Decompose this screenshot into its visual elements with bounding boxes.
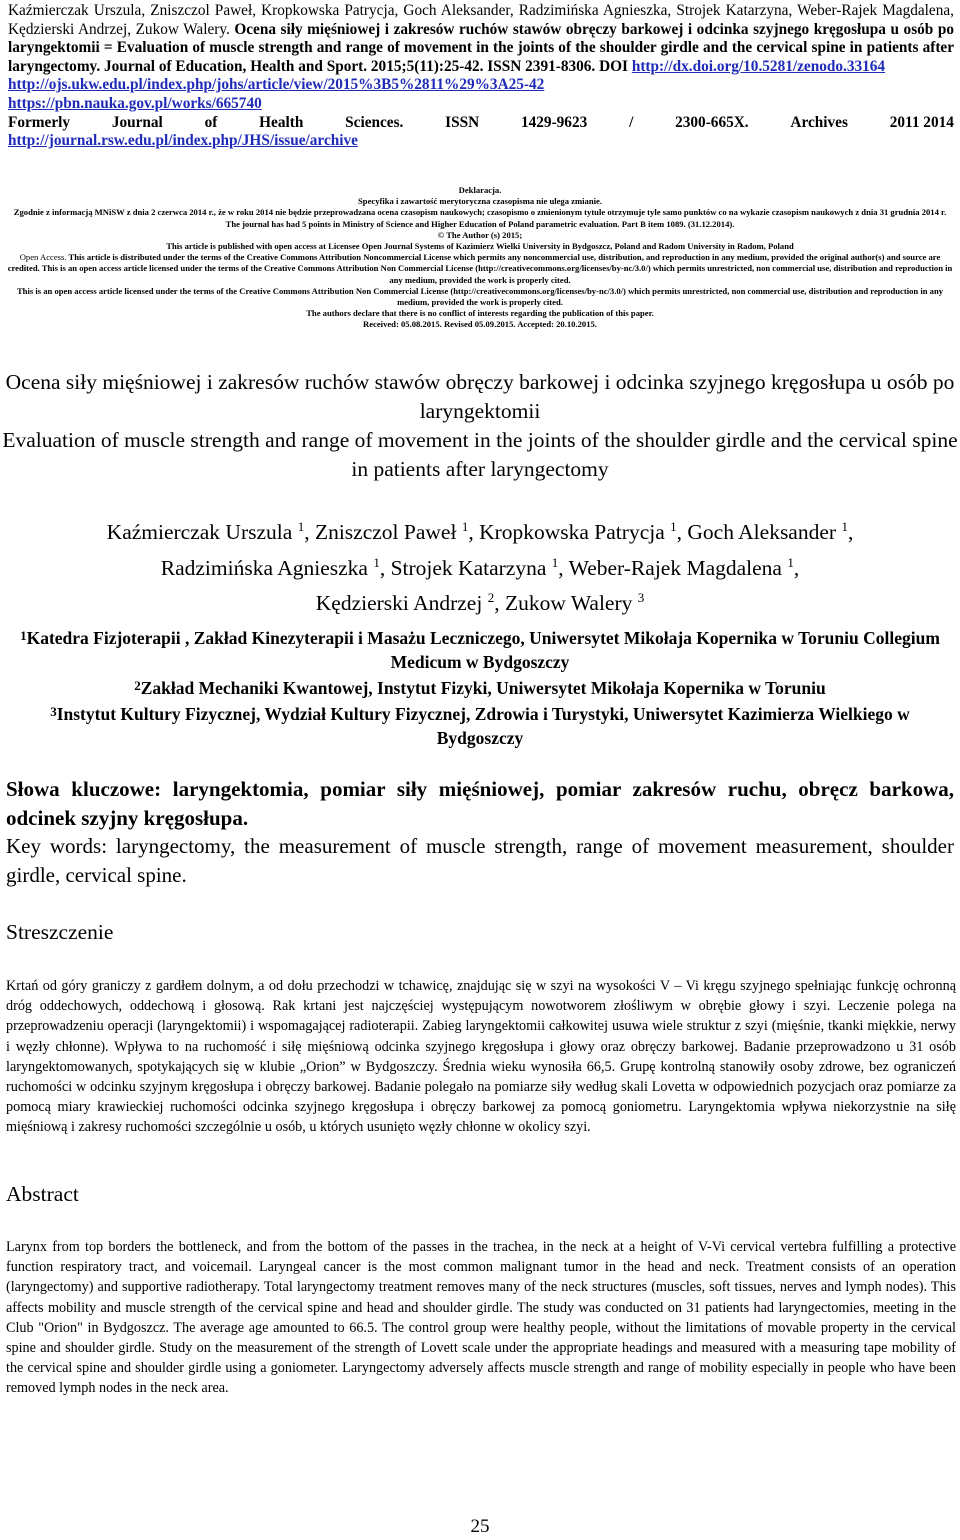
formerly-line [8,114,954,133]
pbn-link[interactable]: https://pbn.nauka.gov.pl/works/665740 [8,94,262,112]
declaration-heading: Deklaracja. [458,185,502,195]
title-polish: Ocena siły mięśniowej i zakresów ruchów stawów obręczy barkowej i odcinka szyjnego kręgosłupa u osób po laryngektomii [5,370,955,423]
citation-title-journal: Ocena siły mięśniowej i zakresów ruchów stawów obręczy barkowej i odcinka szyjnego kręgosłupa u osób po laryngektomii = Evaluation of muscle strength and range of movement in the joints of the shoulder girdle and the cervical spine in patients after laryngectomy. Journal of Education, Health and Sport. 2015;5(11):25-42. ISSN 2391-8306. DOI [8,20,954,75]
article-title [0,368,960,484]
declaration-line: The journal has had 5 points in Ministry of Science and Higher Education of Poland parametric evaluation. Part B item 1089. (31.12.2014). [225,218,735,229]
affiliation [8,700,952,750]
author-name: Radzimińska Agnieszka [160,555,368,580]
declaration-block [4,185,956,331]
formerly-word: 2011 2014 [889,113,954,131]
citation-block [8,2,954,151]
affiliation-number: 3 [50,704,57,719]
author-name: Zniszczol Paweł [314,520,457,545]
page-number: 25 [470,1516,490,1537]
declaration-line: Zgodnie z informacją MNiSW z dnia 2 czerwca 2014 r., że w roku 2014 nie będzie przeprowadzana ocena czasopism naukowych; czasopismo o zmienionym tytule otrzymuje tyle samo punktów co na wykazie czasopism naukowych z dnia 31 grudnia 2014 r. [13,207,947,218]
open-access-label: Open Access. [19,252,67,263]
author-affiliation-mark: 1 [551,554,559,570]
formerly-word: Archives [790,113,848,131]
abstract-text [6,1237,956,1399]
affiliation [8,624,952,674]
declaration-line: Specyfika i zawartość merytoryczna czasopisma nie ulega zmianie. [358,196,602,207]
formerly-word: of [204,113,218,131]
author-name: Weber-Rajek Magdalena [568,555,782,580]
abstract-heading: Abstract [6,1182,79,1206]
author-affiliation-mark: 1 [787,554,794,570]
affiliation-number: 1 [20,628,27,643]
keywords-polish: Słowa kluczowe: laryngektomia, pomiar siły mięśniowej, pomiar zakresów ruchu, obręcz barkowa, odcinek szyjny kręgosłupa. [6,777,954,830]
declaration-line: This is an open access article licensed under the terms of the Creative Commons Attribution Non Commercial License (http://creativecommons.org/licenses/by-nc/3.0/) which permits unrestricted, non commercial use, distribution and reproduction in any medium, provided the work is properly cited. [16,285,944,308]
abstract-paragraph: Larynx from top borders the bottleneck, and from the bottom of the passes in the trachea, in the neck at a height of V-Vi cervical vertebra fulfilling a protective function respiratory tract, and voicemail. Laryngeal cancer is the most common malignant tumor in the head and neck. Treatment consists of an operation (laryngectomy) and supportive radiotherapy. Total laryngectomy treatment removes many of the neck structures (muscles, soft tissues, nerves and lymph nodes). This affects mobility and muscle strength of the cervical spine and head and shoulder girdle. The study was conducted on 31 patients had laryngectomies, meeting in the Club "Orion" in Bydgoszcz. The average age amounted to 66.5. The control group were healthy people, without the limitations of movable property in the cervical spine and shoulder girdle. Study on the measurement of the strength of Lovett scale under the appropriate headings and measured with a measuring tape mobility of the cervical spine and shoulder girdle using a goniometer. Laryngectomy adversely affects muscle strength and range of mobility especially in people who have been removed lymph nodes in the neck area. [6,1239,956,1397]
archive-link[interactable]: http://journal.rsw.edu.pl/index.php/JHS/issue/archive [8,132,358,150]
formerly-word: Sciences. [345,113,404,131]
affiliations [8,624,952,750]
ojs-link[interactable]: http://ojs.ukw.edu.pl/index.php/johs/article/view/2015%3B5%2811%29%3A25-42 [8,76,545,94]
declaration-line: The authors declare that there is no conflict of interests regarding the publication of this paper. [306,308,654,319]
formerly-word: Health [259,113,304,131]
formerly-word: Formerly [8,113,71,131]
author-affiliation-mark: 1 [841,519,848,534]
author-affiliation-mark: 3 [637,590,645,606]
author-affiliation-mark: 1 [461,519,469,534]
doi-link[interactable]: http://dx.doi.org/10.5281/zenodo.33164 [631,57,886,75]
author-name: Strojek Katarzyna [390,555,547,580]
author-affiliation-mark: 1 [670,519,677,534]
formerly-word: Journal [111,113,163,131]
license-text: This article is distributed under the terms of the Creative Commons Attribution Noncommercial License which permits any noncommercial use, distribution, and reproduction in any medium, provided the original author(s) and source are credited. This is an open access article licensed under the terms of the Creative Commons Attribution Non Commercial License (http://creativecommons.org/licenses/by-nc/3.0/) which permits unrestricted, non commercial use, distribution and reproduction in any medium, provided the work is properly cited. [7,252,953,285]
author-name: Kaźmierczak Urszula [106,520,293,545]
formerly-word: 2300-665X. [675,113,749,131]
formerly-word: ISSN [445,113,480,131]
affiliation-text: Zakład Mechaniki Kwantowej, Instytut Fizyki, Uniwersytet Mikołaja Kopernika w Toruniu [140,678,826,698]
declaration-line: This article is published with open access at Licensee Open Journal Systems of Kazimierz Wielki University in Bydgoszcz, Poland and Radom University in Radom, Poland [166,241,794,252]
author-name: Goch Aleksander [687,520,837,545]
author-affiliation-mark: 1 [297,519,305,534]
formerly-word: / [629,113,634,131]
affiliation-number: 2 [134,678,141,693]
declaration-line [4,252,956,286]
title-english: Evaluation of muscle strength and range of movement in the joints of the shoulder girdle and the cervical spine in patients after laryngectomy [2,428,958,481]
author-affiliation-mark: 1 [373,554,380,570]
declaration-line: © The Author (s) 2015; [437,229,523,240]
affiliation-text: Katedra Fizjoterapii , Zakład Kinezyterapii i Masażu Leczniczego, Uniwersytet Mikołaja Kopernika w Toruniu Collegium Medicum w Bydgoszczy [26,628,940,672]
streszczenie-paragraph: Krtań od góry graniczy z gardłem dolnym, a od dołu przechodzi w tchawicę, znajdując się w szyi na wysokości V – Vi kręgu szyjnego spełniając funkcję ochronną dróg oddechowych, oddechową i głosową. Rak krtani jest najczęściej występującym nowotworem złośliwym w obrębie głowy i szyi. Leczenie polega na przeprowadzeniu operacji (laryngektomii) i wspomagającej radioterapii. Zabieg laryngektomii całkowitej usuwa wiele struktur z szyi (mięśnie, tkanki miękkie, nerwy i węzły chłonne). Wpływa to na ruchomość i siłę mięśniową odcinka szyjnego kręgosłupa i głowy oraz obręczy barkowej. Badanie przeprowadzono u 31 osób laryngektomowanych, spotykających się w klubie „Orion” w Bydgoszczy. Średnia wieku wynosiła 66,5. Grupę kontrolną stanowiły osoby zdrowe, bez ograniczeń ruchomości w odcinku szyjnym kręgosłupa i obręczy barkowej. Badanie polegało na pomiarze siły według skali Lovetta w odpowiednich pozycjach oraz pomiarze za pomocą miary krawieckiej ruchomości odcinka szyjnego kręgosłupa i obręczy barkowej za pomocą goniometru. Laryngektomia wpływa niekorzystnie na siłę mięśniową i zakresy ruchomości szczególnie u osób, u których usunięto węzły chłonne w okolicy szyi. [6,978,956,1136]
citation-authors: Kaźmierczak Urszula, Zniszczol Paweł, Kropkowska Patrycja, Goch Aleksander, Radzimińska Agnieszka, Strojek Katarzyna, Weber-Rajek Magdalena, Kędzierski Andrzej, Zukow Walery. [8,2,954,38]
author-name: Kropkowska Patrycja [479,520,665,545]
formerly-word: 1429-9623 [520,113,588,131]
author-list: Kaźmierczak Urszula $^1$, Zniszczol Paweł $^1$, Kropkowska Patrycja $^1$, Goch Aleksander $^1$, Radzimińska Agnieszka $^1$, Strojek Katarzyna $^1$, Weber-Rajek Magdalena $^1$, Kędzierski Andrzej $^2$, Zukow Walery $^3$ [106,519,854,616]
keywords-block [6,775,954,889]
affiliation [8,674,952,700]
streszczenie-text [6,976,956,1138]
author-name: Zukow Walery [504,591,633,616]
affiliation-text: Instytut Kultury Fizycznej, Wydział Kultury Fizycznej, Zdrowia i Turystyki, Uniwersytet Kazimierza Wielkiego w Bydgoszczy [56,704,910,748]
author-name: Kędzierski Andrzej [315,591,483,616]
declaration-line: Received: 05.08.2015. Revised 05.09.2015. Accepted: 20.10.2015. [363,319,597,330]
streszczenie-heading: Streszczenie [6,920,114,944]
author-affiliation-mark: 2 [487,590,495,606]
keywords-english: Key words: laryngectomy, the measurement of muscle strength, range of movement measurement, shoulder girdle, cervical spine. [6,834,954,887]
